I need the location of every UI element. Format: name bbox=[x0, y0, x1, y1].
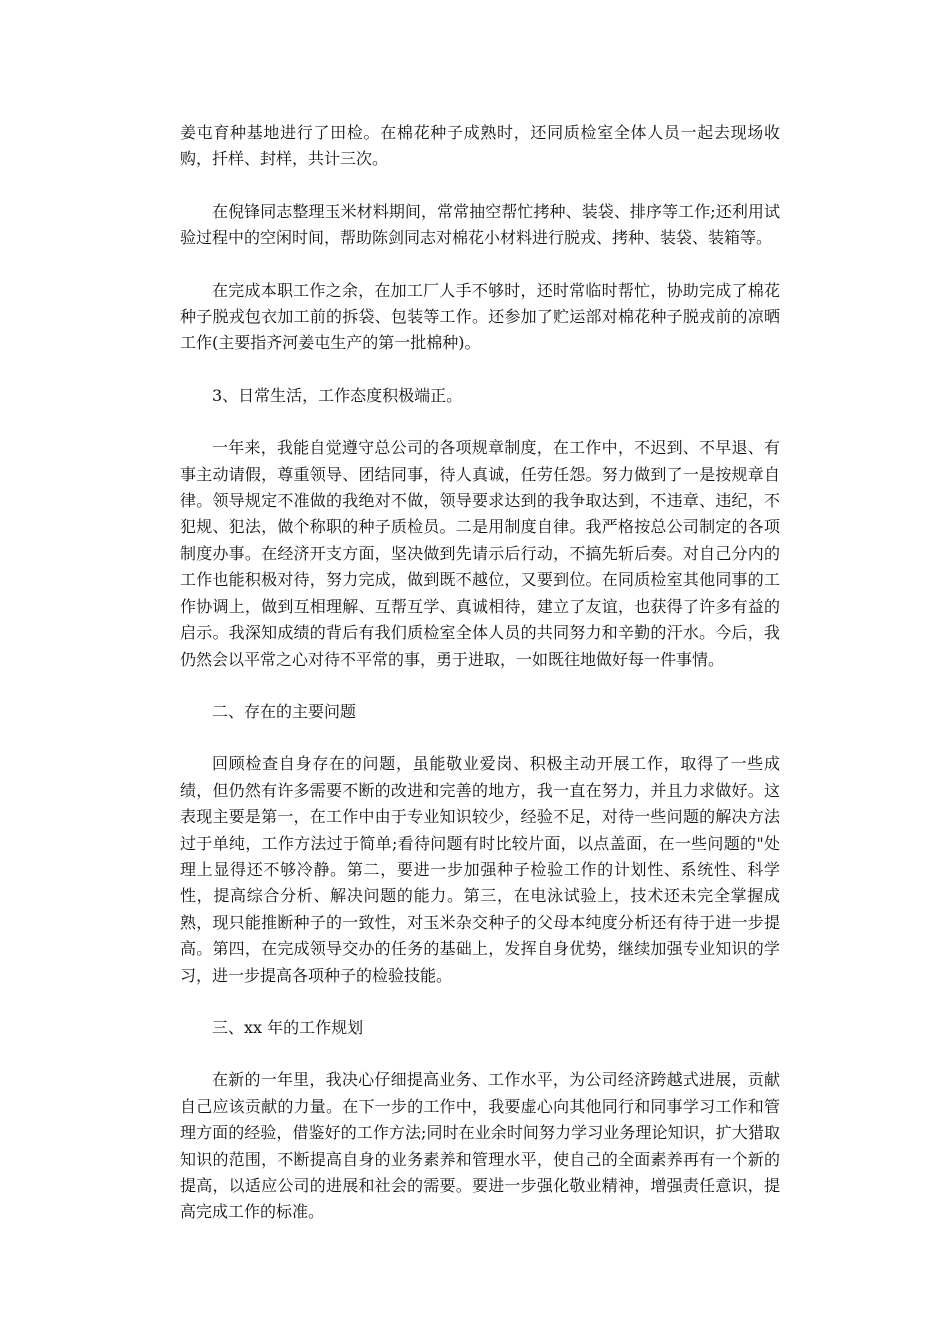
document-page bbox=[180, 120, 780, 1252]
paragraph-body: 在新的一年里，我决心仔细提高业务、工作水平，为公司经济跨越式进展，贡献自己应该贡献的力量。在下一步的工作中，我要虚心向其他同行和同事学习工作和管理方面的经验，借鉴好的工作方法;同时在业余时间努力学习业务理论知识，扩大猎取知识的范围，不断提高自身的业务素养和管理水平，使自己的全面素养再有一个新的提高，以适应公司的进展和社会的需要。要进一步强化敬业精神，增强责任意识，提高完成工作的标准。 bbox=[180, 1070, 780, 1222]
section-heading: 3、日常生活，工作态度积极端正。 bbox=[212, 385, 463, 405]
section-heading: 三、xx 年的工作规划 bbox=[212, 1017, 364, 1037]
paragraph-body: 一年来，我能自觉遵守总公司的各项规章制度，在工作中，不迟到、不早退、有事主动请假，尊重领导、团结同事，待人真诚，任劳任怨。努力做到了一是按规章自律。领导规定不准做的我绝对不做，领导要求达到的我争取达到，不违章、违纪，不犯规、犯法，做个称职的种子质检员。二是用制度自律。我严格按总公司制定的各项制度办事。在经济开支方面，坚决做到先请示后行动，不搞先斩后奏。对自己分内的工作也能积极对待，努力完成，做到既不越位，又要到位。在同质检室其他同事的工作协调上，做到互相理解、互帮互学、真诚相待，建立了友谊，也获得了许多有益的启示。我深知成绩的背后有我们质检室全体人员的共同努力和辛勤的汗水。今后，我仍然会以平常之心对待不平常的事，勇于进取，一如既往地做好每一件事情。 bbox=[180, 438, 780, 669]
paragraph-body: 回顾检查自身存在的问题，虽能敬业爱岗、积极主动开展工作，取得了一些成绩，但仍然有许多需要不断的改进和完善的地方，我一直在努力，并且力求做好。这表现主要是第一，在工作中由于专业知识较少，经验不足，对待一些问题的解决方法过于单纯，工作方法过于简单;看待问题有时比较片面，以点盖面，在一些问题的"处理上显得还不够冷静。第二，要进一步加强种子检验工作的计划性、系统性、科学性，提高综合分析、解决问题的能力。第三，在电泳试验上，技术还未完全掌握成熟，现只能推断种子的一致性，对玉米杂交种子的父母本纯度分析还有待于进一步提高。第四，在完成领导交办的任务的基础上，发挥自身优势，继续加强专业知识的学习，进一步提高各项种子的检验技能。 bbox=[180, 754, 780, 985]
paragraph-body: 在完成本职工作之余，在加工厂人手不够时，还时常临时帮忙，协助完成了棉花种子脱戎包衣加工前的拆袋、包装等工作。还参加了贮运部对棉花种子脱戎前的凉晒工作(主要指齐河姜屯生产的第一批棉种)。 bbox=[180, 280, 780, 353]
section-heading: 二、存在的主要问题 bbox=[212, 701, 357, 721]
paragraph-body: 在倪锋同志整理玉米材料期间，常常抽空帮忙拷种、装袋、排序等工作;还利用试验过程中的空闲时间，帮助陈剑同志对棉花小材料进行脱戎、拷种、装袋、装箱等。 bbox=[180, 201, 780, 248]
paragraph-continuation: 姜屯育种基地进行了田检。在棉花种子成熟时，还同质检室全体人员一起去现场收购，扦样、封样，共计三次。 bbox=[180, 123, 780, 169]
